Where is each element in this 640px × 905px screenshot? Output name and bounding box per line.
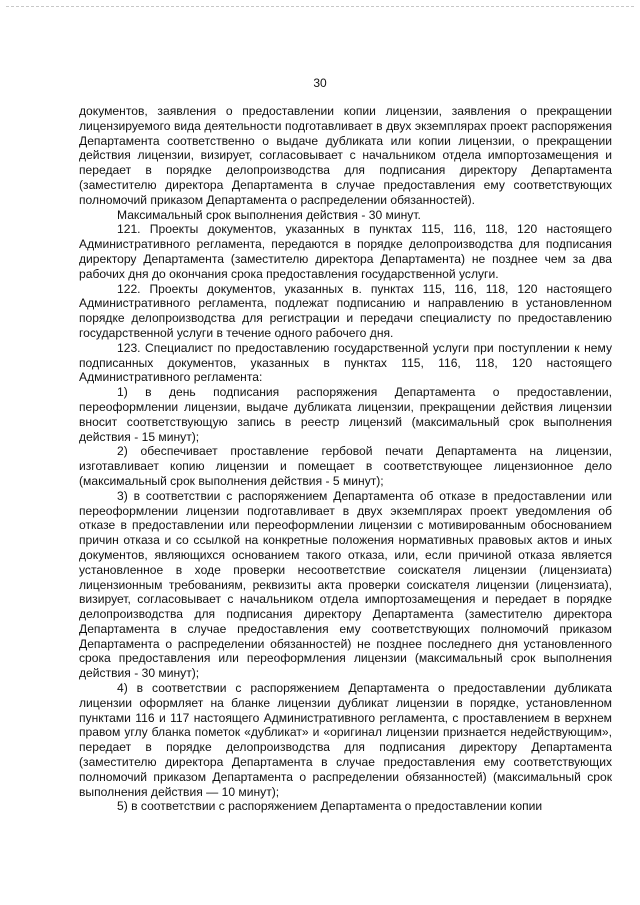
- paragraph: 123. Специалист по предоставлению государственной услуги при поступлении к нему подписанных документов, указанных в пунктах 115, 116, 118, 120 настоящего Административного регламента:: [79, 340, 612, 385]
- scan-edge-line: [6, 6, 634, 7]
- page-number: 30: [313, 76, 327, 90]
- paragraph: Максимальный срок выполнения действия - 30 минут.: [117, 207, 421, 222]
- paragraph: 4) в соответствии с распоряжением Департамента о предоставлении дубликата лицензии оформляет на бланке лицензии дубликат лицензии в порядке, установленном пунктами 116 и 117 настоящего Административного регламента, с проставлением в верхнем правом углу бланка пометок «дубликат» и «оригинал лицензии признается недействующим», передает в порядке делопроизводства для подписания директору Департамента (заместителю директора Департамента в случае предоставления ему соответствующих полномочий приказом Департамента о распределении обязанностей) (максимальный срок выполнения действия — 10 минут);: [79, 681, 612, 799]
- paragraph: 1) в день подписания распоряжения Департамента о предоставлении, переоформлении лицензии, выдаче дубликата лицензии, прекращении действия лицензии вносит соответствующую запись в реестр лицензий (максимальный срок выполнения действия - 15 минут);: [79, 385, 612, 444]
- paragraph: 122. Проекты документов, указанных в. пунктах 115, 116, 118, 120 настоящего Административного регламента, подлежат подписанию и направлению в установленном порядке делопроизводства для регистрации и передачи специалисту по предоставлению государственной услуги в течение одного рабочего дня.: [79, 281, 612, 340]
- body-text: [79, 104, 612, 814]
- paragraph: 3) в соответствии с распоряжением Департамента об отказе в предоставлении или переоформлении лицензии подготавливает в двух экземплярах проект уведомления об отказе в предоставлении или переоформлении лицензии с мотивированным обоснованием причин отказа и со ссылкой на конкретные положения нормативных правовых актов и иных документов, являющихся основанием такого отказа, или, если причиной отказа является установленное в ходе проверки несоответствие соискателя лицензии (лицензиата) лицензионным требованиям, реквизиты акта проверки соискателя лицензии (лицензиата), визирует, согласовывает с начальником отдела импортозамещения и передает в порядке делопроизводства для подписания директору Департамента (заместителю директора Департамента в случае предоставления ему соответствующих полномочий приказом Департамента о распределении обязанностей) не позднее последнего дня установленного срока предоставления или переоформления лицензии (максимальный срок выполнения действия - 30 минут);: [79, 488, 612, 681]
- paragraph: 5) в соответствии с распоряжением Департамента о предоставлении копии: [117, 799, 543, 814]
- paragraph: 2) обеспечивает проставление гербовой печати Департамента на лицензии, изготавливает копию лицензии и помещает в соответствующее лицензионное дело (максимальный срок выполнения действия - 5 минут);: [79, 444, 612, 488]
- paragraph: 121. Проекты документов, указанных в пунктах 115, 116, 118, 120 настоящего Административного регламента, передаются в порядке делопроизводства для подписания директору Департамента (заместителю директора Департамента) не позднее чем за два рабочих дня до окончания срока предоставления государственной услуги.: [79, 222, 612, 281]
- paragraph: документов, заявления о предоставлении копии лицензии, заявления о прекращении лицензируемого вида деятельности подготавливает в двух экземплярах проект распоряжения Департамента соответственно о выдаче дубликата или копии лицензии, о прекращении действия лицензии, визирует, согласовывает с начальником отдела импортозамещения и передает в порядке делопроизводства для подписания директору Департамента (заместителю директора Департамента в случае предоставления ему соответствующих полномочий приказом Департамента о распределении обязанностей).: [79, 104, 612, 207]
